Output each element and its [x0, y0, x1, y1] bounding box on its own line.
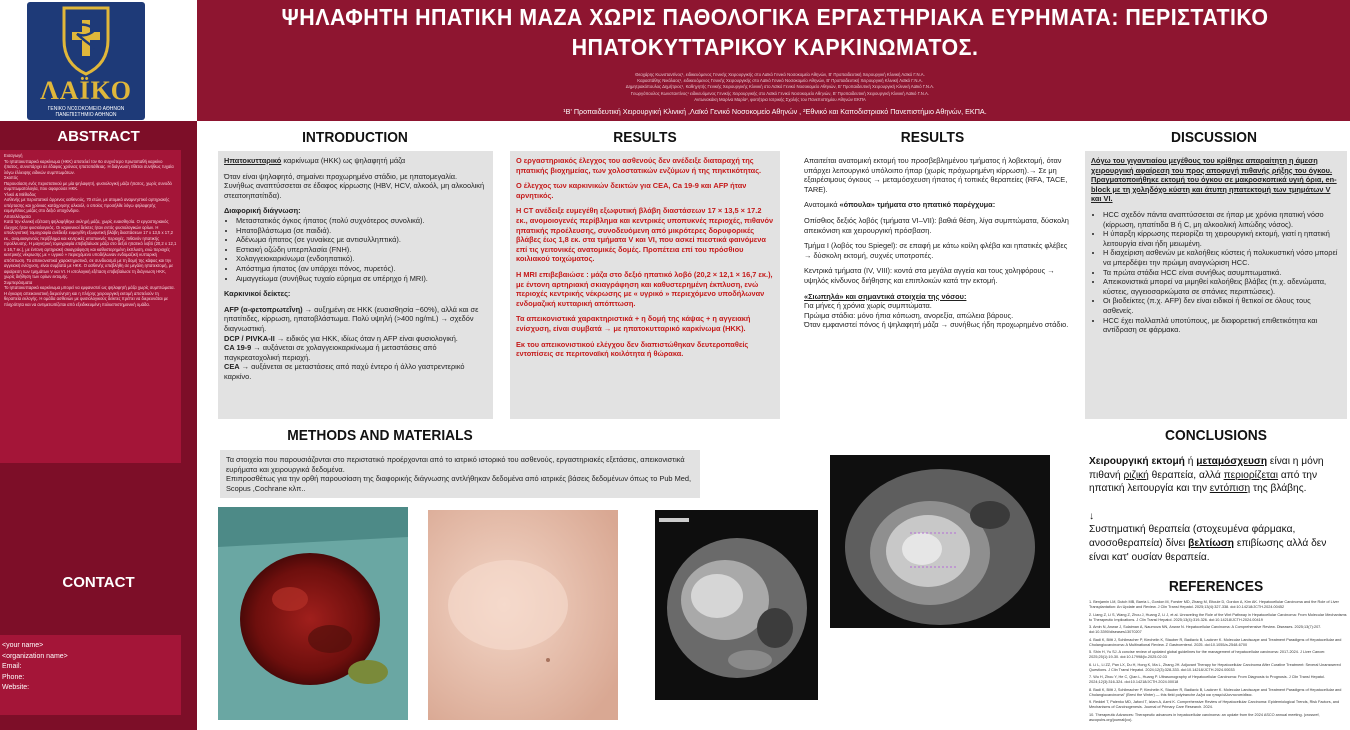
intro-paragraph: Όταν είναι ψηλαφητό, σημαίνει προχωρημένο στάδιο, με ηπατομεγαλία. Συνήθως αναπτύσσεται σε έδαφος κίρρωσης (HBV, HCV, αλκοόλ, μη αλκοολική στεατοηπατίτιδα).: [224, 171, 485, 200]
ca-label: CA 19-9: [224, 343, 252, 353]
results-title-2: RESULTS: [900, 129, 965, 146]
author-line: Θεοχάρης Κωνσταντίνος¹, ειδικευόμενος Γενικής Χειρουργικής στο Λαϊκό Γενικό Νοσοκομείο Αθηνών, Β' Προπαιδευτική Χειρουργική Κλινική Λαϊκό Γ.Ν.Α.: [635, 72, 925, 77]
intro-lead: Ηπατοκυτταρικό: [224, 156, 282, 165]
conclusions-title: CONCLUSIONS: [1165, 427, 1267, 444]
list-item: • Η ύπαρξη κίρρωσης περιορίζει τη χειρουργική εκτομή, γιατί η ηπατική λειτουργία είναι ήδη μειωμένη.: [1103, 229, 1341, 248]
dd-title: Διαφορική διάγνωση:: [224, 206, 301, 216]
authors-list: [420, 72, 1140, 103]
list-item: • Εστιακή οζώδη υπερπλασία (FNH).: [236, 245, 487, 255]
results2-lead: Ανατομικά: [804, 200, 840, 210]
list-item: • Απόστημα ήπατος (αν υπάρχει πόνος, πυρετός).: [236, 264, 487, 274]
results2-paragraph: Τμήμα I (λοβός του Spiegel): σε επαφή με κάτω κοίλη φλέβα και ηπατικές φλέβες → δύσκολη εκτομή, συχνές υποτροπές.: [804, 241, 1068, 260]
conclusion-radical: ριζική: [1123, 469, 1149, 481]
results2-paragraph: Οπίσθιος δεξιός λοβός (τμήματα VI–VII): βαθιά θέση, λίγα συμπτώματα, δύσκολη απεικόνιση και χειρουργική πρόσβαση.: [804, 215, 1069, 235]
discussion-lead: Λόγω του γιγαντιαίου μεγέθους του κρίθηκε απαραίτητη η άμεση χειρουργική αφαίρεση του προς αποφυγή πιθανής ρήξης του όγκου. Πραγματοποιήθηκε εκτομή του όγκου σε μακροσκοπικά υγιή όρια, en-block με τη χοληδόχο κύστη και άτυπη ηπατεκτομή των τμημάτων V και VI.: [1091, 156, 1337, 204]
methods-paragraph: Επιπροσθέτως για την ορθή παρουσίαση της διαφορικής διάγνωσης αντλήθηκαν δεδομένα από ιατρικές βάσεις δεδομένων όπως το Pub Med, Scopus ,Cochrane κλπ..: [226, 474, 692, 493]
conclusion-text: Συστηματική θεραπεία (στοχευμένα φάρμακα, ανοσοθεραπεία) δίνει: [1089, 524, 1296, 549]
author-line: Καραστάθης Νικόλαος¹, ειδικευόμενος Γενικής Χειρουργικής στο Λαϊκό Γενικό Νοσοκομείο Αθηνών, Β' Προπαιδευτική Χειρουργική Κλινική Λαϊκό Γ.Ν.Α.: [637, 78, 923, 84]
reference-item: 3. Amin N, Anwar J, Sulaiman A, Naumova NN, Anwar N. Hepatocellular Carcinoma: A Comprehensive Review. Diseases. 2025;13(7):207. doi:10.3390/diseases13070207: [1089, 625, 1322, 634]
results-title: RESULTS: [613, 129, 677, 146]
abstract-box: [0, 150, 181, 463]
abstract-title: ABSTRACT: [57, 128, 140, 145]
list-item: • Μεταστατικός όγκος ήπατος (πολύ συχνότερος συνολικά).: [236, 216, 487, 226]
conclusion-improvement: βελτίωση: [1188, 537, 1235, 549]
discussion-title: DISCUSSION: [1171, 129, 1257, 146]
logo-subtitle-1: ΓΕΝΙΚΟ ΝΟΣΟΚΟΜΕΙΟ ΑΘΗΝΩΝ: [47, 106, 125, 112]
mri-coronal-image: [830, 455, 1050, 628]
introduction-panel: [218, 151, 493, 419]
list-item: • Αδένωμα ήπατος (σε γυναίκες με αντισυλληπτικά).: [236, 235, 487, 245]
results2-lead-rest: στο ηπατικό παρέγχυμα:: [905, 200, 996, 210]
contact-email: Email:: [2, 663, 22, 670]
results-paragraph: Ο έλεγχος των καρκινικών δεικτών για CEA, Ca 19-9 και AFP ήταν αρνητικός.: [516, 181, 747, 200]
contact-phone: Phone:: [2, 673, 25, 681]
references-list: [1089, 600, 1347, 728]
conclusion-text: θεραπεία, αλλά: [1148, 469, 1224, 481]
results2-paragraph: Απαιτείται ανατομική εκτομή του προσβεβλημένου τμήματος ή λοβεκτομή, όταν υπάρχει λειτουργικό υπόλοιπο ήπαρ (χωρίς πρόχωρημένη κίρρωση).→ Σε μη εξαιρέσιμους όγκους → μεταμόσχευση ήπατος ή τοπικές θεραπείες (RFA, TACE, TARE).: [804, 156, 1068, 194]
methods-paragraph: Τα στοιχεία που παρουσιάζονται στο περιστατικό προέρχονται από το ιατρικό ιστορικό του ασθενούς, εργαστηριακές εξετάσεις, απεικονιστικά ευρήματα και χειρουργικά δεδομένα.: [226, 455, 685, 474]
silent-title: «Σιωπηλά» και σημαντικά στοιχεία της νόσου:: [804, 291, 967, 301]
results-panel: [510, 151, 780, 419]
conclusions-text: [1089, 455, 1344, 564]
poster-title-line1: ΨΗΛΑΦΗΤΗ ΗΠΑΤΙΚΗ ΜΑΖΑ ΧΩΡΙΣ ΠΑΘΟΛΟΓΙΚΑ ΕΡΓΑΣΤΗΡΙΑΚΑ ΕΥΡΗΜΑΤΑ: ΠΕΡΙΣΤΑΤΙΚΟ: [281, 4, 1269, 30]
list-item: • HCC σχεδόν πάντα αναπτύσσεται σε ήπαρ με χρόνια ηπατική νόσο (κίρρωση, ηπατίτιδα B ή C, μη αλκοολική λιπώδης νόσος).: [1103, 210, 1341, 229]
reference-item: 8. Badi K, Biltt J, Schilmacher P, Kiechelin K, Stauber R, Badiavic B, Lackner K. Molecular Landscape and Treatment Paradigms of Hepatocellular and Cholangiocarcinoma" (Brevi the Wnter) — this field polytranche Δεξιά και ηπαρ/αλλαντονοπάθεια.: [1089, 687, 1342, 697]
dd-list: [224, 216, 487, 283]
list-item: • Τα πρώτα στάδια HCC είναι συνήθως ασυμπτωματικά.: [1103, 268, 1341, 278]
conclusion-location: εντόπιση: [1209, 483, 1251, 495]
affiliations: ¹Β' Προπαιδευτική Χειρουργική Κλινική ,Λαϊκό Γενικό Νοσοκομείο Αθηνών , ²Εθνικό και Καποδιστριακό Πανεπιστήμιο Αθηνών, ΕΚΠΑ.: [563, 107, 987, 116]
cea-label: CEA: [224, 362, 240, 372]
list-item: • Ηπατοβλάστωμα (σε παιδιά).: [236, 226, 487, 236]
afp-text: → αυξημένη σε ΗΚΚ (ευαισθησία ~60%), αλλά και σε ηπατίτιδες, κίρρωση, ηπατοβλάστωμα. Πολύ υψηλή (>400 ng/mL) → σχεδόν διαγνωστική.: [224, 304, 479, 333]
reference-item: 5. Shin H, Yu SJ. A concise review of updated global guidelines for the management of hepatocellular carcinoma: 2017-2024. J Liver Cancer. 2025;25(1):19-30. doi:10.17998/jlc.2025.02.03: [1089, 650, 1326, 659]
conclusion-text: είναι η μόνη πιθανή: [1089, 456, 1324, 481]
list-item: • Η διαχείριση ασθενών με καλοήθεις κύστεις ή πολυκυστική νόσο μπορεί να μπερδέψει την πρώιμη αναγνώριση HCC.: [1103, 248, 1341, 267]
abstract-text: Εισαγωγή Το ηπατοκυτταρικό καρκίνωμα (ΗΚΚ) αποτελεί τον 6ο συχνότερο πρωτοπαθή καρκίνο ήπατος, συνυπάρχει σε έδαφος χρόνιας ηπατοπάθειας. Η διάγνωση τίθεται συνήθως τυχαία λόγω έλλειψης ειδικών συμπτωμάτων. Σκοπός Παρουσίαση ενός περιστατικού με μία ψηλαφητή, φυσιολογική μάζα ήπατος, χωρίς συνοδό συμπτωματολογία, που αφορούσε ΗΚΚ. Υλικό & Μέθοδος Ασθενής με περιστατικό άρρενος ασθενούς, 70 ετών, με ατομικό αναμνηστικό αρτηριακής υπέρτασης και χρόνιας κατάχρησης αλκοόλ, ο οποίος προσήλθε λόγω ψηλαφητής ευμεγέθους μάζας στο δεξιό υποχόνδριο. Αποτελέσματα Κατά την κλινική εξέταση ψηλαφήθηκε σκληρή μάζα, χωρίς ευαισθησία. Ο εργαστηριακός έλεγχος ήταν φυσιολογικός. Οι καρκινικοί δείκτες ήταν εντός φυσιολογικών ορίων. Η υπολογιστική τομογραφία ανέδειξε ευμεγέθη εξωφυτική βλάβη διαστάσεων 17 x 13,5 x 17,2 εκ., ανομοιογενούς περίβλημα και κεντρικές υποπυκνές περιοχές, πιθανόν ηπατικής προέλευσης. Η μαγνητική τομογραφία επιβεβαίωσε μάζα στο δεξιό ηπατικό λοβό (20,2 x 12,1 x 16,7 εκ.), με έντονη αρτηριακή σκιαγράφηση και καθυστερημένη έκπλυση, ενώ περιοχές κεντρικής νέκρωσης με « υγρικό » περιεχόμενο υποδήλωναν ενδομαζική κυτταρική απόπτωση. Τα απεικονιστικά χαρακτηριστικά, σε συνδυασμό με τη δομή της κάψας και την αγγειακή ενίσχυση, είναι συμβατά με ΗΚΚ. Ο ασθενής υπεβλήθη σε μεγάλη ηπατεκτομή, με αφαίρεση των τμημάτων V και VI. Η ιστολογική εξέταση επιβεβαίωσε τη διάγνωση ΗΚΚ, χωρίς διήθηση των ορίων εκτομής. Συμπεράσματα Το ηπατοκυτταρικό καρκίνωμα μπορεί να εμφανιστεί ως ψηλαφητή μάζα χωρίς συμπτώματα. Η έγκαιρη απεικονιστική διερεύνηση και η πλήρης χειρουργική εκτομή αποτελούν τη θεραπεία εκλογής. Η ομάδα ασθενών με φυσιολογικούς δείκτες πρέπει να διερευνάται με πληρότητα και να αντιμετωπίζεται από εξειδικευμένη πολυεπιστημονική ομάδα.: [4, 153, 177, 307]
author-line: Αντωνακάκη Μαρίνα Μαρία², φοιτήτρια Ιατρικής Σχολής του Πανεπιστημίου Αθηνών ΕΚΠΑ: [694, 96, 866, 102]
discussion-panel: [1085, 151, 1347, 419]
reference-item: 7. Wu H, Zhou Y, He C, Qian L, Huang P. Ultrasonography of Hepatocellular Carcinoma: From Diagnosis to Prognosis. J Clin Transl Hepatol. 2024;12(3):316-324. doi:10.14218/JCTH.2024.00018: [1089, 675, 1325, 684]
methods-panel: [220, 450, 700, 498]
down-arrow-icon: ↓: [1089, 510, 1095, 522]
contact-organization: <organization name>: [2, 652, 68, 660]
dcp-text: → ειδικός για ΗΚΚ, ιδίως όταν η AFP είναι φυσιολογική.: [274, 333, 458, 343]
results2-bold: «όπουλα» τμήματα: [839, 200, 906, 210]
results2-paragraph: Κεντρικά τμήματα (IV, VIII): κοντά στα μεγάλα αγγεία και τους χοληφόρους → υψηλός κίνδυνος διήθησης και επιπλοκών κατά την εκτομή.: [804, 266, 1055, 285]
results-paragraph: Τα απεικονιστικά χαρακτηριστικά + η δομή της κάψας + η αγγειακή ενίσχυση, είναι συμβατά → με ηπατοκυτταρικό καρκίνωμα (ΗΚΚ).: [516, 314, 751, 333]
silent-line: Όταν εμφανιστεί πόνος ή ψηλαφητή μάζα → συνήθως ήδη προχωρημένο στάδιο.: [804, 320, 1069, 330]
contact-name: <your name>: [2, 642, 44, 649]
conclusion-surgery: Χειρουργική εκτομή: [1089, 456, 1185, 467]
results-panel-2: [800, 151, 1075, 419]
markers-title: Καρκινικοί δείκτες:: [224, 289, 291, 299]
conclusion-limited: περιορίζεται: [1223, 469, 1279, 481]
author-line: Γεωργόπουλος Κωνσταντίνος¹ ειδικευόμενος Γενικής Χειρουργικής στο Λαϊκό Γενικό Νοσοκομείο Αθηνών, Β' Προπαιδευτική Χειρουργική Κλινική Λαϊκό Γ.Ν.Α.: [630, 90, 930, 96]
logo-name: ΛΑΪΚΟ: [40, 76, 132, 105]
references-title: REFERENCES: [1168, 578, 1264, 595]
contact-title: CONTACT: [62, 574, 135, 591]
mri-axial-image: [655, 510, 818, 700]
abdomen-photo: [428, 510, 618, 720]
silent-line: Για μήνες ή χρόνια χωρίς συμπτώματα.: [804, 301, 932, 311]
reference-item: 1. Benjamin LM, Dutch MB, Barria L, Gordon M, Forster MD, Zhang M, Eitoule D, Gordon A, Kim AK. Hepatocellular Carcinoma and the Role of Liver Transplantation: An Update and Review. J Clin Transl Hepatol. 2025;13(4):327-338. doi:10.14218/JCTH.2024.00452: [1089, 600, 1339, 609]
ca-text: → αυξάνεται σε χολαγγειοκαρκίνωμα ή μεταστάσεις από παγκρεατοχολική περιοχή.: [224, 343, 437, 362]
conclusion-text: της βλάβης.: [1250, 483, 1307, 495]
list-item: • Οι βιοδείκτες (π.χ. AFP) δεν είναι ειδικοί ή θετικοί σε όλους τους ασθενείς.: [1103, 296, 1341, 315]
contact-box: [0, 635, 181, 715]
conclusion-text: από την ηπατική λειτουργία και την: [1089, 469, 1318, 495]
list-item: • Χολαγγειοκαρκίνωμα (ενδοηπατικό).: [236, 254, 487, 264]
discussion-list: [1091, 210, 1341, 335]
reference-item: 10. Therapeutic Advances: Therapeutic advances in hepatocellular carcinoma: an update from the 2024 ASCO annual meeting. (crossref, ascopubs.org/journal/jco).: [1089, 712, 1320, 722]
results-paragraph: Η CT ανέδειξε ευμεγέθη εξωφυτική βλάβη διαστάσεων 17 × 13,5 × 17.2 εκ., ανομοιογενές περίβλημα και κεντρικές υποπυκνές περιοχές, πιθανόν ηπατικής προέλευσης, συνοδευόμενη από μικρότερες δορυφορικές βλάβες έως 1,8 εκ. στα τμήματα V και VI, που ασκεί πιεστικά φαινόμενα επί τις γειτονικές ανατομικές δομές. Προπέτεια επί του πρόσθιου κοιλιακού τοιχώματος.: [516, 206, 774, 264]
silent-line: Πρώιμα στάδια: μόνο ήπια κόπωση, ανορεξία, απώλεια βάρους.: [804, 310, 1014, 320]
results-paragraph: Εκ του απεικονιστικού ελέγχου δεν διαπιστώθηκαν δευτεροπαθείς εντοπίσεις σε περιτοναϊκή κοιλότητα ή θώρακα.: [516, 339, 749, 359]
introduction-title: INTRODUCTION: [302, 129, 408, 146]
list-item: • Αιμαγγείωμα (συνήθως τυχαίο εύρημα σε υπέρηχο ή MRI).: [236, 274, 487, 284]
conclusion-text: επιβίωσης αλλά δεν είναι κατ' ουσίαν θεραπεία.: [1089, 537, 1327, 563]
cea-text: → αυξάνεται σε μεταστάσεις από παχύ έντερο ή άλλο γαστρεντερικό καρκίνο.: [224, 362, 465, 381]
reference-item: 2. Liang Z, Li S, Wang Z, Zhou J, Huang Z, Li J, et al. Unraveling the Role of the Wnt Pathway in Hepatocellular Carcinoma: From Molecular Mechanisms to Therapeutic Implications. J Clin Transl Hepatol. 2025;13(4):319-326. doi:10.14218/JCTH.2024.00419: [1089, 612, 1347, 622]
contact-website: Website:: [2, 684, 30, 691]
logo-subtitle-2: ΠΑΝΕΠΙΣΤΗΜΙΟ ΑΘΗΝΩΝ: [55, 112, 117, 118]
conclusion-join: ή: [1184, 456, 1197, 467]
poster-title-line2: ΗΠΑΤΟΚΥΤΤΑΡΙΚΟΥ ΚΑΡΚΙΝΩΜΑΤΟΣ.: [571, 34, 979, 60]
intro-lead-rest: καρκίνωμα (ΗΚΚ) ως ψηλαφητή μάζα: [281, 156, 406, 165]
dcp-label: DCP / PIVKA-II: [224, 333, 275, 343]
list-item: • Απεικονιστικά μπορεί να μιμηθεί καλοήθεις βλάβες (π.χ. αδενώματα, κύστεις, αγγειοσαρκώματα σε σπάνιες περιπτώσεις).: [1103, 277, 1341, 296]
list-item: • HCC έχει πολλαπλά υποτύπους, με διαφορετική επιθετικότητα και αντίδραση σε φάρμακα.: [1103, 316, 1341, 335]
reference-item: 4. Badi K, Biltt J, Schilmacher P, Kiechelin K, Stauber R, Badiavic B, Lackner K. Molecular Landscape and Treatment Paradigms of Hepatocellular and Cholangiocarcinoma: A Multinational Review. Z Gastroenterol. 2025. doi:10.1055/a-2548-6700: [1089, 637, 1342, 647]
conclusion-transplant: μεταμόσχευση: [1196, 456, 1268, 467]
reference-item: 6. Li L, Li ZZ, Pan LX, Du H, Hong K, Ma L, Zhang JH. Adjuvant Therapy for Hepatocellular Carcinoma After Curative Treatment: Several Unanswered Questions. J Clin Transl Hepatol. 2024;12(3):328-333. doi:10.14218/JCTH.2024.00033: [1089, 662, 1341, 672]
surgical-specimen-photo: [218, 507, 408, 720]
methods-title: METHODS AND MATERIALS: [287, 427, 473, 444]
reference-item: 9. Reddel T, Palenko MD, Jaford T, Izlam A, Azmi K. Comprehensive Review of Hepatocellular Carcinoma: Epidemiological Trends, Risk Factors, and Mechanisms of Carcinogenesis. Journal of Primary Care Research. 2024.: [1089, 700, 1340, 709]
results-paragraph: Ο εργαστηριακός έλεγχος του ασθενούς δεν ανέδειξε διαταραχή της ηπατικής βιοχημείας, των χολοστατικών ενζύμων ή της πηκτικότητας.: [516, 156, 762, 175]
author-line: Δημητρακόπουλος Δημήτριος¹, Καθηγητής Γενικής Χειρουργικής Κλινική στο Λαϊκό Γενικό Νοσοκομείο Αθηνών, Β' Προπαιδευτική Χειρουργική Κλινική Λαϊκό Γ.Ν.Α.: [625, 84, 935, 90]
results-paragraph: Η MRI επιβεβαιώσε : μάζα στο δεξιό ηπατικό λοβό (20,2 × 12,1 × 16,7 εκ.), με έντονη αρτηριακή σκιαγράφηση και καθυστερημένη έκπλυση, ενώ περιοχές κεντρικής νέκρωσης με « υγρικό » περιεχόμενο υποδήλωναν ενδομαζική κυτταρική απόπτωση.: [516, 269, 773, 308]
afp-label: AFP (α-φετοπρωτεΐνη): [224, 304, 303, 314]
